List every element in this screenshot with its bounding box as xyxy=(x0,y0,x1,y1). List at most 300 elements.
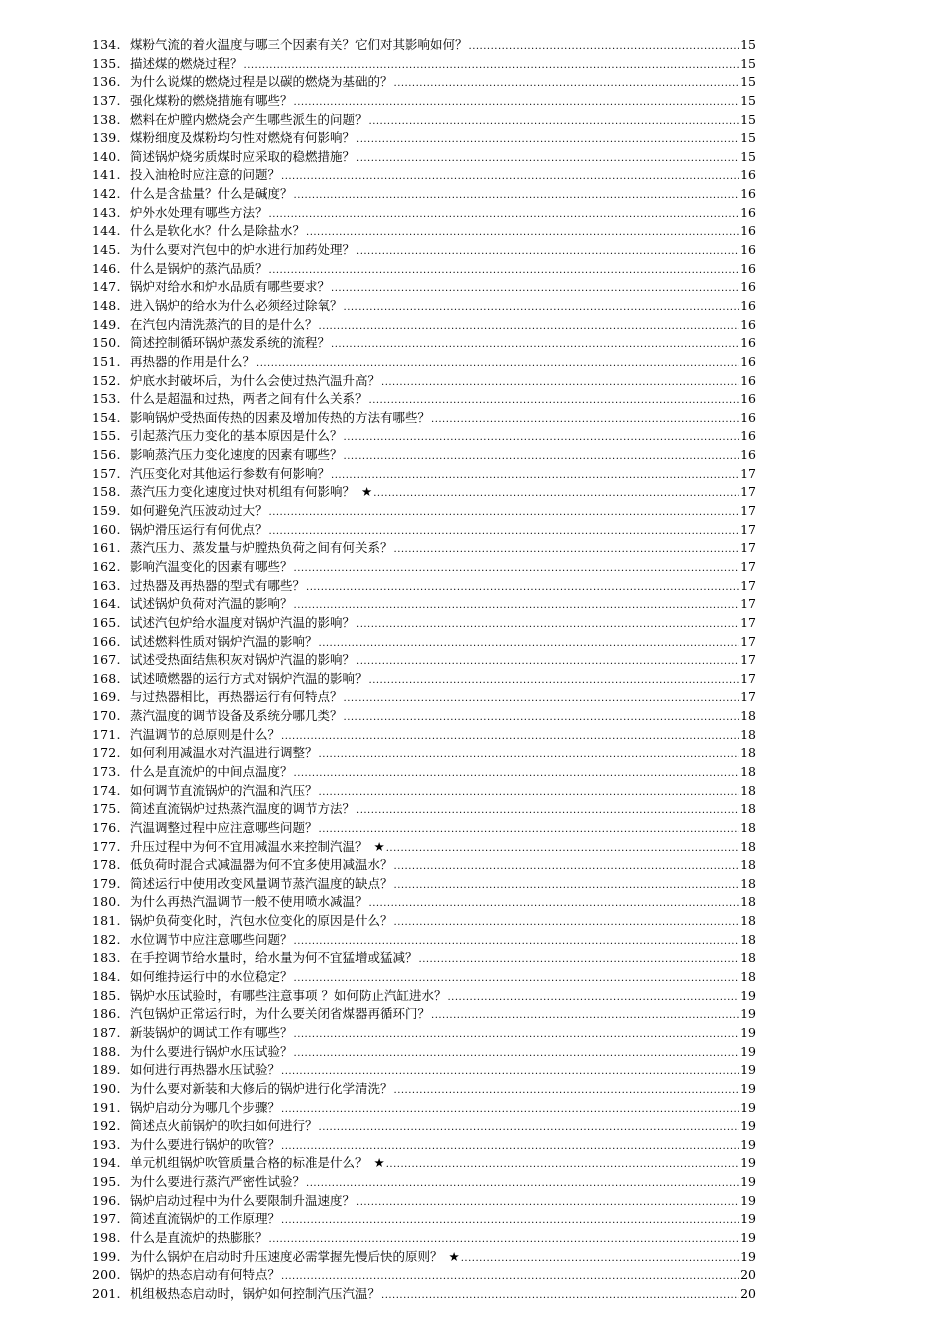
dot-leader xyxy=(394,914,739,931)
dot-leader xyxy=(394,858,739,875)
toc-entry[interactable] xyxy=(92,36,756,55)
toc-entry-title: 燃料在炉膛内燃烧会产生哪些派生的问题？ xyxy=(130,111,368,127)
toc-entry-number: 201. xyxy=(92,1285,121,1301)
toc-entry-page-number: 18 xyxy=(740,745,756,761)
toc-entry-title: 试述锅炉负荷对汽温的影响？ xyxy=(130,596,293,612)
toc-entry-page-number: 19 xyxy=(740,1174,756,1190)
toc-entry[interactable] xyxy=(92,521,756,540)
toc-entry-page-number: 16 xyxy=(740,297,756,313)
toc-entry-number: 163. xyxy=(92,577,121,593)
toc-entry-page-number: 15 xyxy=(740,55,756,71)
dot-leader xyxy=(294,933,739,950)
toc-entry-title: 试述燃料性质对锅炉汽温的影响？ xyxy=(130,633,318,649)
toc-entry-title: 汽温调整过程中应注意哪些问题？ xyxy=(130,819,318,835)
toc-entry-number: 144. xyxy=(92,223,121,239)
toc-entry-number: 140. xyxy=(92,148,121,164)
toc-entry[interactable] xyxy=(92,819,756,838)
toc-entry[interactable] xyxy=(92,148,756,167)
toc-entry-number: 136. xyxy=(92,74,121,90)
toc-entry-number: 147. xyxy=(92,279,121,295)
toc-entry[interactable] xyxy=(92,185,756,204)
toc-entry-title: 试述受热面结焦积灰对锅炉汽温的影响？ xyxy=(130,652,356,668)
toc-entry[interactable] xyxy=(92,334,756,353)
toc-entry-page-number: 15 xyxy=(740,111,756,127)
toc-entry[interactable] xyxy=(92,278,756,297)
toc-entry[interactable] xyxy=(92,577,756,596)
toc-entry-page-number: 18 xyxy=(740,838,756,854)
dot-leader xyxy=(356,653,739,670)
dot-leader xyxy=(394,877,739,894)
toc-entry[interactable] xyxy=(92,1285,756,1304)
toc-entry-title: 什么是直流炉的中间点温度？ xyxy=(130,763,293,779)
toc-entry[interactable] xyxy=(92,893,756,912)
toc-entry-page-number: 19 xyxy=(740,1006,756,1022)
toc-entry-title: 锅炉水压试验时，有哪些注意事项 ？如何防止汽缸进水？ xyxy=(130,987,447,1003)
toc-entry-number: 188. xyxy=(92,1043,121,1059)
toc-entry-title: 简述直流锅炉过热蒸汽温度的调节方法？ xyxy=(130,801,356,817)
toc-entry-title: 炉外水处理有哪些方法？ xyxy=(130,204,268,220)
toc-entry-page-number: 19 xyxy=(740,1211,756,1227)
toc-entry[interactable] xyxy=(92,1229,756,1248)
toc-entry-number: 137. xyxy=(92,92,121,108)
toc-entry-number: 199. xyxy=(92,1248,121,1264)
toc-entry[interactable] xyxy=(92,446,756,465)
toc-entry[interactable] xyxy=(92,372,756,391)
toc-entry-page-number: 18 xyxy=(740,819,756,835)
toc-entry-title: 试述汽包炉给水温度对锅炉汽温的影响？ xyxy=(130,614,356,630)
toc-entry-page-number: 16 xyxy=(740,372,756,388)
toc-entry-title: 如何调节直流锅炉的汽温和汽压？ xyxy=(130,782,318,798)
toc-entry-page-number: 18 xyxy=(740,726,756,742)
toc-entry-title: 低负荷时混合式减温器为何不宜多使用减温水？ xyxy=(130,857,393,873)
toc-entry[interactable] xyxy=(92,744,756,763)
toc-entry-number: 141. xyxy=(92,167,121,183)
toc-entry-page-number: 16 xyxy=(740,353,756,369)
toc-entry-number: 139. xyxy=(92,130,121,146)
dot-leader xyxy=(319,1119,739,1136)
toc-entry[interactable] xyxy=(92,129,756,148)
toc-entry-page-number: 15 xyxy=(740,74,756,90)
dot-leader xyxy=(331,467,739,484)
dot-leader xyxy=(294,187,739,204)
toc-entry[interactable] xyxy=(92,1154,756,1173)
toc-entry[interactable] xyxy=(92,166,756,185)
toc-entry-number: 184. xyxy=(92,969,121,985)
toc-entry[interactable] xyxy=(92,688,756,707)
dot-leader xyxy=(356,1194,739,1211)
toc-entry-number: 138. xyxy=(92,111,121,127)
toc-entry-title: 为什么要对新装和大修后的锅炉进行化学清洗？ xyxy=(130,1080,393,1096)
table-of-contents xyxy=(92,36,756,1304)
toc-entry[interactable] xyxy=(92,875,756,894)
dot-leader xyxy=(281,728,739,745)
dot-leader xyxy=(344,429,739,446)
toc-entry-title: 过热器及再热器的型式有哪些？ xyxy=(130,577,306,593)
dot-leader xyxy=(294,1026,739,1043)
toc-entry-number: 162. xyxy=(92,558,121,574)
dot-leader xyxy=(431,1007,739,1024)
toc-entry-title: 为什么要对汽包中的炉水进行加药处理？ xyxy=(130,242,356,258)
toc-entry-number: 170. xyxy=(92,708,121,724)
dot-leader xyxy=(269,262,739,279)
toc-entry[interactable] xyxy=(92,73,756,92)
toc-entry-title: 锅炉启动分为哪几个步骤？ xyxy=(130,1099,281,1115)
toc-entry[interactable] xyxy=(92,241,756,260)
toc-entry-title: 蒸汽压力、蒸发量与炉膛热负荷之间有何关系？ xyxy=(130,540,393,556)
dot-leader xyxy=(394,541,739,558)
toc-entry-page-number: 19 xyxy=(740,1024,756,1040)
toc-entry-page-number: 16 xyxy=(740,242,756,258)
toc-entry-page-number: 17 xyxy=(740,577,756,593)
toc-entry-number: 186. xyxy=(92,1006,121,1022)
toc-entry-number: 166. xyxy=(92,633,121,649)
dot-leader xyxy=(294,94,739,111)
toc-entry[interactable] xyxy=(92,912,756,931)
toc-entry[interactable] xyxy=(92,838,756,857)
dot-leader xyxy=(331,336,739,353)
toc-entry-title: 机组极热态启动时，锅炉如何控制汽压汽温？ xyxy=(130,1285,381,1301)
toc-entry[interactable] xyxy=(92,707,756,726)
toc-entry-page-number: 18 xyxy=(740,950,756,966)
dot-leader xyxy=(381,374,739,391)
toc-entry-title: 简述控制循环锅炉蒸发系统的流程？ xyxy=(130,335,331,351)
toc-entry[interactable] xyxy=(92,409,756,428)
toc-entry[interactable] xyxy=(92,1099,756,1118)
toc-entry-number: 154. xyxy=(92,409,121,425)
toc-entry-page-number: 18 xyxy=(740,801,756,817)
toc-entry-title: 与过热器相比，再热器运行有何特点？ xyxy=(130,689,343,705)
dot-leader xyxy=(369,672,739,689)
toc-entry-page-number: 18 xyxy=(740,894,756,910)
toc-entry-page-number: 19 xyxy=(740,1248,756,1264)
dot-leader xyxy=(294,970,739,987)
toc-entry-number: 143. xyxy=(92,204,121,220)
dot-leader xyxy=(419,951,739,968)
toc-entry-title: 单元机组锅炉吹管质量合格的标准是什么？ xyxy=(130,1155,368,1171)
toc-entry-title: 蒸汽温度的调节设备及系统分哪几类？ xyxy=(130,708,343,724)
toc-entry-page-number: 18 xyxy=(740,763,756,779)
star-icon: ★ xyxy=(361,484,373,500)
toc-entry-title: 为什么说煤的燃烧过程是以碳的燃烧为基础的？ xyxy=(130,74,393,90)
toc-entry-number: 178. xyxy=(92,857,121,873)
toc-entry-title: 什么是直流炉的热膨胀？ xyxy=(130,1230,268,1245)
star-icon: ★ xyxy=(373,838,385,854)
toc-entry-title: 炉底水封破坏后，为什么会使过热汽温升高？ xyxy=(130,372,381,388)
dot-leader xyxy=(461,1250,739,1267)
dot-leader xyxy=(269,206,739,223)
dot-leader xyxy=(356,131,739,148)
toc-entry-number: 192. xyxy=(92,1118,121,1134)
dot-leader xyxy=(319,318,739,335)
dot-leader xyxy=(369,392,739,409)
toc-entry-number: 179. xyxy=(92,875,121,891)
toc-entry[interactable] xyxy=(92,539,756,558)
toc-entry-title: 引起蒸汽压力变化的基本原因是什么？ xyxy=(130,428,343,444)
toc-entry-number: 171. xyxy=(92,726,121,742)
toc-entry-page-number: 17 xyxy=(740,633,756,649)
toc-entry-page-number: 16 xyxy=(740,223,756,239)
toc-entry-page-number: 18 xyxy=(740,857,756,873)
toc-entry-number: 197. xyxy=(92,1211,121,1227)
toc-entry[interactable] xyxy=(92,1043,756,1062)
toc-entry-page-number: 19 xyxy=(740,1080,756,1096)
toc-entry[interactable] xyxy=(92,1061,756,1080)
dot-leader xyxy=(256,355,739,372)
toc-entry-number: 172. xyxy=(92,745,121,761)
toc-entry-page-number: 17 xyxy=(740,484,756,500)
toc-entry[interactable] xyxy=(92,1117,756,1136)
toc-entry-page-number: 16 xyxy=(740,167,756,183)
toc-entry[interactable] xyxy=(92,595,756,614)
toc-entry-number: 165. xyxy=(92,614,121,630)
toc-entry[interactable] xyxy=(92,651,756,670)
toc-entry-page-number: 17 xyxy=(740,558,756,574)
toc-entry-title: 什么是软化水？什么是除盐水？ xyxy=(130,223,306,239)
toc-entry[interactable] xyxy=(92,316,756,335)
toc-entry-title: 简述锅炉烧劣质煤时应采取的稳燃措施？ xyxy=(130,148,356,164)
toc-entry-page-number: 17 xyxy=(740,540,756,556)
toc-entry-number: 168. xyxy=(92,670,121,686)
toc-entry-number: 135. xyxy=(92,55,121,71)
dot-leader xyxy=(331,280,739,297)
toc-entry[interactable] xyxy=(92,782,756,801)
toc-entry[interactable] xyxy=(92,55,756,74)
toc-entry-title: 什么是含盐量？什么是碱度？ xyxy=(130,186,293,202)
dot-leader xyxy=(319,635,739,652)
dot-leader xyxy=(319,746,739,763)
toc-entry[interactable] xyxy=(92,670,756,689)
dot-leader xyxy=(269,1231,739,1248)
dot-leader xyxy=(386,840,739,857)
toc-entry[interactable] xyxy=(92,260,756,279)
toc-entry-page-number: 16 xyxy=(740,335,756,351)
toc-entry-title: 什么是超温和过热，两者之间有什么关系？ xyxy=(130,391,368,407)
toc-entry-title: 锅炉对给水和炉水品质有哪些要求？ xyxy=(130,279,331,295)
toc-entry-number: 148. xyxy=(92,297,121,313)
toc-entry-title: 如何进行再热器水压试验？ xyxy=(130,1062,281,1078)
toc-entry-number: 185. xyxy=(92,987,121,1003)
toc-entry-title: 描述煤的燃烧过程？ xyxy=(130,55,243,71)
toc-entry[interactable] xyxy=(92,856,756,875)
toc-entry-title: 锅炉负荷变化时，汽包水位变化的原因是什么？ xyxy=(130,913,393,929)
toc-entry-title: 为什么锅炉在启动时升压速度必需掌握先慢后快的原则？ xyxy=(130,1248,443,1264)
toc-entry-title: 煤粉气流的着火温度与哪三个因素有关？它们对其影响如何？ xyxy=(130,37,468,52)
toc-entry-page-number: 15 xyxy=(740,37,756,52)
toc-entry-title: 在汽包内清洗蒸汽的目的是什么？ xyxy=(130,316,318,332)
toc-entry[interactable] xyxy=(92,1024,756,1043)
toc-entry[interactable] xyxy=(92,353,756,372)
toc-entry-number: 164. xyxy=(92,596,121,612)
toc-entry-number: 181. xyxy=(92,913,121,929)
toc-entry-page-number: 19 xyxy=(740,1136,756,1152)
dot-leader xyxy=(269,504,739,521)
toc-entry[interactable] xyxy=(92,763,756,782)
toc-entry-number: 182. xyxy=(92,931,121,947)
toc-entry[interactable] xyxy=(92,949,756,968)
toc-entry-number: 196. xyxy=(92,1192,121,1208)
toc-entry-number: 153. xyxy=(92,391,121,407)
toc-entry[interactable] xyxy=(92,726,756,745)
dot-leader xyxy=(369,113,739,130)
toc-entry-number: 187. xyxy=(92,1024,121,1040)
toc-entry[interactable] xyxy=(92,558,756,577)
toc-entry-number: 176. xyxy=(92,819,121,835)
toc-entry-page-number: 18 xyxy=(740,782,756,798)
dot-leader xyxy=(269,523,739,540)
toc-entry-title: 水位调节中应注意哪些问题？ xyxy=(130,931,293,947)
toc-entry[interactable] xyxy=(92,1080,756,1099)
toc-entry-number: 151. xyxy=(92,353,121,369)
toc-entry-page-number: 15 xyxy=(740,148,756,164)
dot-leader xyxy=(386,1156,739,1173)
toc-entry-page-number: 16 xyxy=(740,428,756,444)
toc-entry-page-number: 18 xyxy=(740,875,756,891)
toc-entry-number: 177. xyxy=(92,838,121,854)
toc-entry[interactable] xyxy=(92,483,756,502)
toc-entry-page-number: 20 xyxy=(740,1267,756,1283)
toc-entry-page-number: 19 xyxy=(740,1118,756,1134)
toc-entry-number: 146. xyxy=(92,260,121,276)
toc-entry-title: 如何维持运行中的水位稳定？ xyxy=(130,969,293,985)
toc-entry-number: 152. xyxy=(92,372,121,388)
toc-entry[interactable] xyxy=(92,1266,756,1285)
toc-entry-page-number: 17 xyxy=(740,465,756,481)
toc-entry-number: 193. xyxy=(92,1136,121,1152)
toc-entry[interactable] xyxy=(92,633,756,652)
toc-entry-page-number: 19 xyxy=(740,1062,756,1078)
dot-leader xyxy=(394,75,739,92)
dot-leader xyxy=(373,485,739,502)
dot-leader xyxy=(369,895,739,912)
toc-entry-number: 160. xyxy=(92,521,121,537)
dot-leader xyxy=(306,224,739,241)
toc-entry-title: 如何利用减温水对汽温进行调整？ xyxy=(130,745,318,761)
toc-entry-title: 什么是锅炉的蒸汽品质？ xyxy=(130,260,268,276)
toc-entry-page-number: 19 xyxy=(740,1192,756,1208)
toc-entry[interactable] xyxy=(92,1192,756,1211)
dot-leader xyxy=(356,150,739,167)
toc-entry-page-number: 17 xyxy=(740,614,756,630)
toc-entry[interactable] xyxy=(92,987,756,1006)
toc-entry-title: 汽温调节的总原则是什么？ xyxy=(130,726,281,742)
toc-entry-number: 174. xyxy=(92,782,121,798)
dot-leader xyxy=(306,579,739,596)
toc-entry-page-number: 19 xyxy=(740,1099,756,1115)
dot-leader xyxy=(344,448,739,465)
toc-entry[interactable] xyxy=(92,390,756,409)
toc-entry-title: 为什么要进行锅炉的吹管？ xyxy=(130,1136,281,1152)
toc-entry-title: 升压过程中为何不宜用减温水来控制汽温？ xyxy=(130,838,368,854)
toc-entry[interactable] xyxy=(92,931,756,950)
toc-entry-page-number: 16 xyxy=(740,279,756,295)
toc-entry-number: 169. xyxy=(92,689,121,705)
toc-entry[interactable] xyxy=(92,1210,756,1229)
toc-entry[interactable] xyxy=(92,1136,756,1155)
toc-entry[interactable] xyxy=(92,502,756,521)
toc-entry-number: 167. xyxy=(92,652,121,668)
toc-entry-number: 155. xyxy=(92,428,121,444)
dot-leader xyxy=(319,784,739,801)
dot-leader xyxy=(294,1045,739,1062)
dot-leader xyxy=(244,57,739,74)
dot-leader xyxy=(281,1212,739,1229)
toc-entry-number: 198. xyxy=(92,1230,121,1245)
toc-entry-page-number: 19 xyxy=(740,1230,756,1245)
toc-entry-number: 200. xyxy=(92,1267,121,1283)
toc-entry[interactable] xyxy=(92,92,756,111)
toc-entry-number: 195. xyxy=(92,1174,121,1190)
toc-entry-page-number: 16 xyxy=(740,316,756,332)
toc-entry-number: 194. xyxy=(92,1155,121,1171)
dot-leader xyxy=(431,411,739,428)
toc-entry-number: 150. xyxy=(92,335,121,351)
toc-entry-title: 投入油枪时应注意的问题？ xyxy=(130,167,281,183)
toc-entry-page-number: 17 xyxy=(740,596,756,612)
dot-leader xyxy=(306,1175,739,1192)
toc-entry[interactable] xyxy=(92,111,756,130)
toc-entry-page-number: 17 xyxy=(740,503,756,519)
dot-leader xyxy=(344,299,739,316)
toc-entry[interactable] xyxy=(92,614,756,633)
toc-entry-title: 强化煤粉的燃烧措施有哪些？ xyxy=(130,92,293,108)
toc-entry-number: 159. xyxy=(92,503,121,519)
dot-leader xyxy=(381,1287,739,1304)
toc-entry[interactable] xyxy=(92,1005,756,1024)
toc-entry-title: 简述点火前锅炉的吹扫如何进行？ xyxy=(130,1118,318,1134)
toc-entry-title: 煤粉细度及煤粉均匀性对燃烧有何影响？ xyxy=(130,130,356,146)
toc-entry-number: 161. xyxy=(92,540,121,556)
dot-leader xyxy=(447,989,739,1006)
toc-entry[interactable] xyxy=(92,465,756,484)
dot-leader xyxy=(281,1063,739,1080)
toc-entry-title: 蒸汽压力变化速度过快对机组有何影响？ xyxy=(130,484,356,500)
toc-entry-title: 影响蒸汽压力变化速度的因素有哪些？ xyxy=(130,447,343,463)
toc-entry[interactable] xyxy=(92,1248,756,1267)
toc-entry[interactable] xyxy=(92,800,756,819)
star-icon: ★ xyxy=(448,1248,460,1264)
toc-entry-page-number: 15 xyxy=(740,130,756,146)
toc-entry[interactable] xyxy=(92,297,756,316)
toc-entry-title: 影响锅炉受热面传热的因素及增加传热的方法有哪些？ xyxy=(130,409,431,425)
toc-entry-title: 锅炉启动过程中为什么要限制升温速度？ xyxy=(130,1192,356,1208)
toc-entry-title: 为什么要进行蒸汽严密性试验？ xyxy=(130,1174,306,1190)
dot-leader xyxy=(294,765,739,782)
dot-leader xyxy=(281,1138,739,1155)
toc-entry-page-number: 16 xyxy=(740,447,756,463)
toc-entry-number: 145. xyxy=(92,242,121,258)
toc-entry[interactable] xyxy=(92,222,756,241)
toc-entry-title: 为什么要进行锅炉水压试验？ xyxy=(130,1043,293,1059)
toc-entry-title: 在手控调节给水量时，给水量为何不宜猛增或猛减？ xyxy=(130,950,418,966)
toc-entry-number: 189. xyxy=(92,1062,121,1078)
toc-entry-number: 183. xyxy=(92,950,121,966)
toc-entry-title: 简述直流锅炉的工作原理？ xyxy=(130,1211,281,1227)
toc-entry-title: 如何避免汽压波动过大？ xyxy=(130,503,268,519)
toc-entry-title: 再热器的作用是什么？ xyxy=(130,353,256,369)
toc-entry-title: 汽压变化对其他运行参数有何影响？ xyxy=(130,465,331,481)
dot-leader xyxy=(294,597,739,614)
dot-leader xyxy=(294,560,739,577)
toc-entry[interactable] xyxy=(92,968,756,987)
toc-entry-title: 进入锅炉的给水为什么必须经过除氧？ xyxy=(130,297,343,313)
dot-leader xyxy=(344,690,739,707)
toc-entry[interactable] xyxy=(92,204,756,223)
toc-entry[interactable] xyxy=(92,1173,756,1192)
toc-entry-page-number: 16 xyxy=(740,260,756,276)
toc-entry[interactable] xyxy=(92,427,756,446)
toc-entry-number: 157. xyxy=(92,465,121,481)
toc-entry-number: 180. xyxy=(92,894,121,910)
